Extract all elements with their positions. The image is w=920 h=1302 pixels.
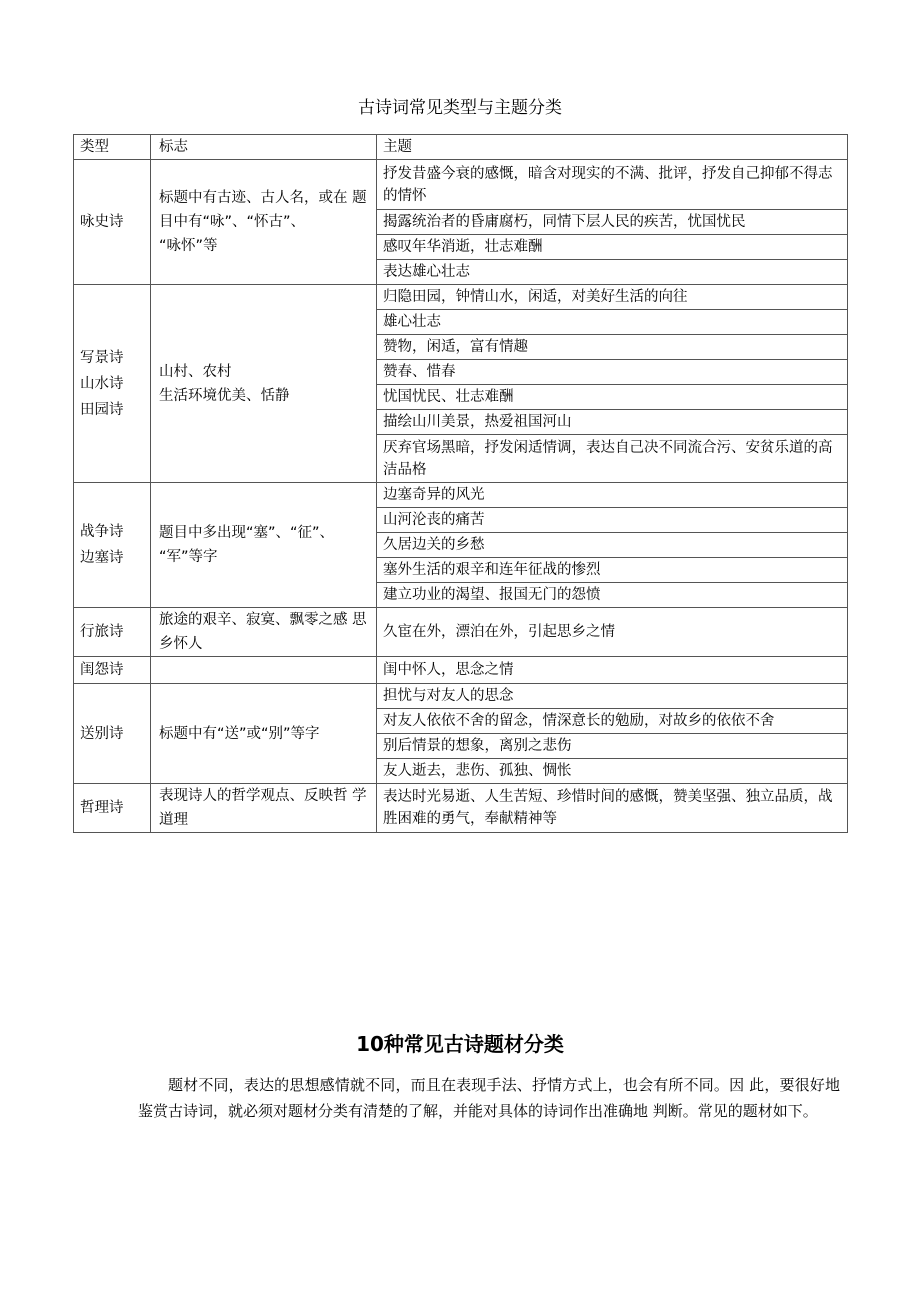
table-row bbox=[74, 784, 848, 833]
poem-theme-cell: 揭露统治者的昏庸腐朽，同情下层人民的疾苦，忧国忧民 bbox=[377, 210, 848, 235]
poem-theme-cell: 赞物，闲适，富有情趣 bbox=[377, 335, 848, 360]
poem-type-cell: 写景诗 山水诗 田园诗 bbox=[74, 285, 151, 483]
table-body bbox=[74, 160, 848, 833]
table-header-row bbox=[74, 135, 848, 160]
table-row bbox=[74, 657, 848, 684]
table-row bbox=[74, 684, 848, 709]
section-heading: 10种常见古诗题材分类 bbox=[356, 1032, 564, 1056]
poem-type-cell: 送别诗 bbox=[74, 684, 151, 784]
poem-theme-cell: 闺中怀人，思念之情 bbox=[377, 657, 848, 684]
poem-theme-cell: 感叹年华消逝，壮志难酬 bbox=[377, 235, 848, 260]
poem-theme-cell: 赞春、惜春 bbox=[377, 360, 848, 385]
intro-paragraph: 题材不同，表达的思想感情就不同，而且在表现手法、抒情方式上，也会有所不同。因 此，要很好地鉴赏古诗词，就必须对题材分类有清楚的了解，并能对具体的诗词作出准确地 判断。常见的题材如下。 bbox=[138, 1076, 840, 1120]
poem-sign-cell: 标题中有“送”或“别”等字 bbox=[151, 684, 377, 784]
poem-sign-cell: 旅途的艰辛、寂寞、飘零之感 思乡怀人 bbox=[151, 608, 377, 657]
poem-theme-cell: 山河沦丧的痛苦 bbox=[377, 508, 848, 533]
poem-type-cell: 咏史诗 bbox=[74, 160, 151, 285]
table-row bbox=[74, 285, 848, 310]
poem-theme-cell: 厌弃官场黑暗，抒发闲适情调，表达自己决不同流合污、安贫乐道的高洁品格 bbox=[377, 435, 848, 483]
poem-theme-cell: 久居边关的乡愁 bbox=[377, 533, 848, 558]
table-row bbox=[74, 160, 848, 210]
header-theme: 主题 bbox=[377, 135, 848, 160]
document-title: 古诗词常见类型与主题分类 bbox=[358, 98, 562, 118]
poem-type-cell: 哲理诗 bbox=[74, 784, 151, 833]
poem-sign-cell: 山村、农村 生活环境优美、恬静 bbox=[151, 285, 377, 483]
header-type: 类型 bbox=[74, 135, 151, 160]
table-row bbox=[74, 608, 848, 657]
poem-classification-table bbox=[73, 134, 848, 833]
poem-type-cell: 行旅诗 bbox=[74, 608, 151, 657]
poem-sign-cell bbox=[151, 657, 377, 684]
poem-theme-cell: 塞外生活的艰辛和连年征战的惨烈 bbox=[377, 558, 848, 583]
poem-theme-cell: 友人逝去，悲伤、孤独、惆怅 bbox=[377, 759, 848, 784]
poem-theme-cell: 对友人依依不舍的留念，情深意长的勉励，对故乡的依依不舍 bbox=[377, 709, 848, 734]
poem-sign-cell: 题目中多出现“塞”、“征”、 “军”等字 bbox=[151, 483, 377, 608]
poem-theme-cell: 久宦在外，漂泊在外，引起思乡之情 bbox=[377, 608, 848, 657]
table-row bbox=[74, 483, 848, 508]
poem-theme-cell: 表达雄心壮志 bbox=[377, 260, 848, 285]
poem-theme-cell: 边塞奇异的风光 bbox=[377, 483, 848, 508]
poem-theme-cell: 担忧与对友人的思念 bbox=[377, 684, 848, 709]
poem-theme-cell: 描绘山川美景，热爱祖国河山 bbox=[377, 410, 848, 435]
poem-sign-cell: 表现诗人的哲学观点、反映哲 学道理 bbox=[151, 784, 377, 833]
header-sign: 标志 bbox=[151, 135, 377, 160]
poem-theme-cell: 别后情景的想象，离别之悲伤 bbox=[377, 734, 848, 759]
poem-theme-cell: 归隐田园，钟情山水，闲适，对美好生活的向往 bbox=[377, 285, 848, 310]
poem-type-cell: 闺怨诗 bbox=[74, 657, 151, 684]
poem-sign-cell: 标题中有古迹、古人名，或在 题目中有“咏”、“怀古”、 “咏怀”等 bbox=[151, 160, 377, 285]
poem-theme-cell: 建立功业的渴望、报国无门的怨愤 bbox=[377, 583, 848, 608]
poem-theme-cell: 忧国忧民、壮志难酬 bbox=[377, 385, 848, 410]
poem-type-cell: 战争诗 边塞诗 bbox=[74, 483, 151, 608]
poem-theme-cell: 雄心壮志 bbox=[377, 310, 848, 335]
poem-theme-cell: 抒发昔盛今衰的感慨，暗含对现实的不满、批评，抒发自己抑郁不得志的情怀 bbox=[377, 160, 848, 210]
poem-theme-cell: 表达时光易逝、人生苦短、珍惜时间的感慨，赞美坚强、独立品质，战胜困难的勇气，奉献精神等 bbox=[377, 784, 848, 833]
